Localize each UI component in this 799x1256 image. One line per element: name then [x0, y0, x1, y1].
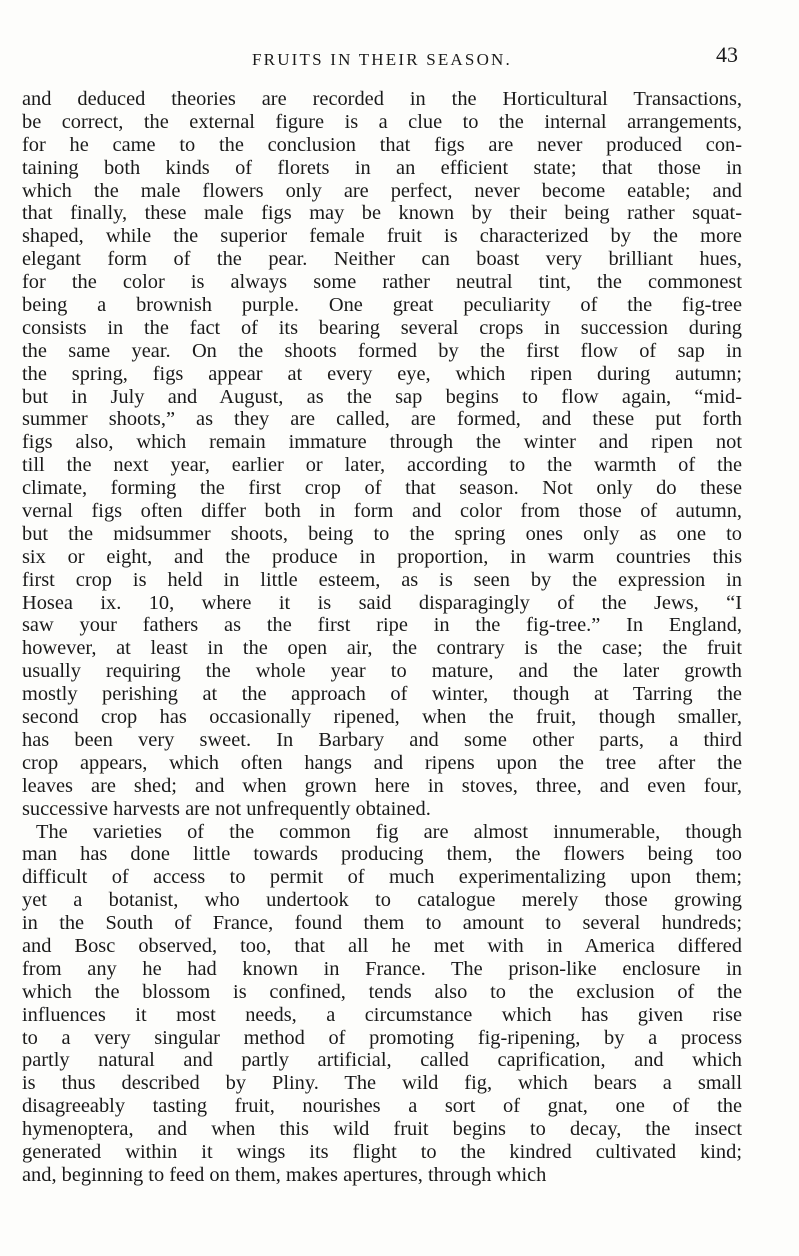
text-line: in the South of France, found them to amount to several hundreds; [22, 912, 742, 935]
text-line: saw your fathers as the first ripe in the fig-tree.” In England, [22, 614, 742, 637]
text-line: yet a botanist, who undertook to catalogue merely those growing [22, 889, 742, 912]
text-line: but the midsummer shoots, being to the spring ones only as one to [22, 522, 742, 545]
text-line: usually requiring the whole year to mature, and the later growth [22, 660, 742, 683]
text-line: from any he had known in France. The prison-like enclosure in [22, 957, 742, 980]
text-line: figs also, which remain immature through the winter and ripen not [22, 431, 742, 454]
text-line: and Bosc observed, too, that all he met with in America differed [22, 934, 742, 957]
text-line: influences it most needs, a circumstance which has given rise [22, 1003, 742, 1026]
text-line: the same year. On the shoots formed by the first flow of sap in [22, 339, 742, 362]
text-line: is thus described by Pliny. The wild fig, which bears a small [22, 1072, 742, 1095]
text-line: till the next year, earlier or later, according to the warmth of the [22, 454, 742, 477]
text-line: difficult of access to permit of much experimentalizing upon them; [22, 866, 742, 889]
text-line: but in July and August, as the sap begins to flow again, “mid- [22, 385, 742, 408]
text-line: which the blossom is confined, tends also to the exclusion of the [22, 980, 742, 1003]
running-title: FRUITS IN THEIR SEASON. [252, 50, 512, 69]
text-line: second crop has occasionally ripened, when the fruit, though smaller, [22, 706, 742, 729]
text-line: be correct, the external figure is a clue to the internal arrangements, [22, 110, 742, 133]
text-line: consists in the fact of its bearing several crops in succession during [22, 316, 742, 339]
text-line: hymenoptera, and when this wild fruit begins to decay, the insect [22, 1118, 742, 1141]
text-line: Hosea ix. 10, where it is said disparagingly of the Jews, “I [22, 591, 742, 614]
text-line: has been very sweet. In Barbary and some other parts, a third [22, 728, 742, 751]
text-line: elegant form of the pear. Neither can boast very brilliant hues, [22, 248, 742, 271]
text-line: man has done little towards producing them, the flowers being too [22, 843, 742, 866]
text-line: taining both kinds of florets in an efficient state; that those in [22, 156, 742, 179]
text-line: climate, forming the first crop of that season. Not only do these [22, 477, 742, 500]
text-line: partly natural and partly artificial, called caprification, and which [22, 1049, 742, 1072]
text-line: The varieties of the common fig are almost innumerable, though [36, 820, 742, 843]
text-line: that finally, these male figs may be known by their being rather squat- [22, 202, 742, 225]
text-line: however, at least in the open air, the contrary is the case; the fruit [22, 637, 742, 660]
text-line: summer shoots,” as they are called, are formed, and these put forth [22, 408, 742, 431]
text-line: leaves are shed; and when grown here in stoves, three, and even four, [22, 774, 742, 797]
text-line: first crop is held in little esteem, as is seen by the expression in [22, 568, 742, 591]
text-line: and, beginning to feed on them, makes apertures, through which [22, 1163, 547, 1186]
text-line: being a brownish purple. One great peculiarity of the fig-tree [22, 294, 742, 317]
text-line: which the male flowers only are perfect, never become eatable; and [22, 179, 742, 202]
body-text [22, 88, 742, 1187]
text-line: for he came to the conclusion that figs are never produced con- [22, 133, 742, 156]
text-line: disagreeably tasting fruit, nourishes a sort of gnat, one of the [22, 1095, 742, 1118]
page-header [22, 42, 742, 78]
text-line: crop appears, which often hangs and ripens upon the tree after the [22, 751, 742, 774]
text-line: to a very singular method of promoting fig-ripening, by a process [22, 1026, 742, 1049]
text-line: the spring, figs appear at every eye, which ripen during autumn; [22, 362, 742, 385]
text-line: vernal figs often differ both in form and color from those of autumn, [22, 500, 742, 523]
text-line: successive harvests are not unfrequently obtained. [22, 797, 431, 820]
text-line: six or eight, and the produce in proportion, in warm countries this [22, 545, 742, 568]
text-line: generated within it wings its flight to the kindred cultivated kind; [22, 1140, 742, 1163]
text-line: mostly perishing at the approach of winter, though at Tarring the [22, 683, 742, 706]
text-line: shaped, while the superior female fruit is characterized by the more [22, 225, 742, 248]
page-number: 43 [716, 42, 738, 67]
text-line: for the color is always some rather neutral tint, the commonest [22, 271, 742, 294]
text-line: and deduced theories are recorded in the Horticultural Transactions, [22, 88, 742, 110]
